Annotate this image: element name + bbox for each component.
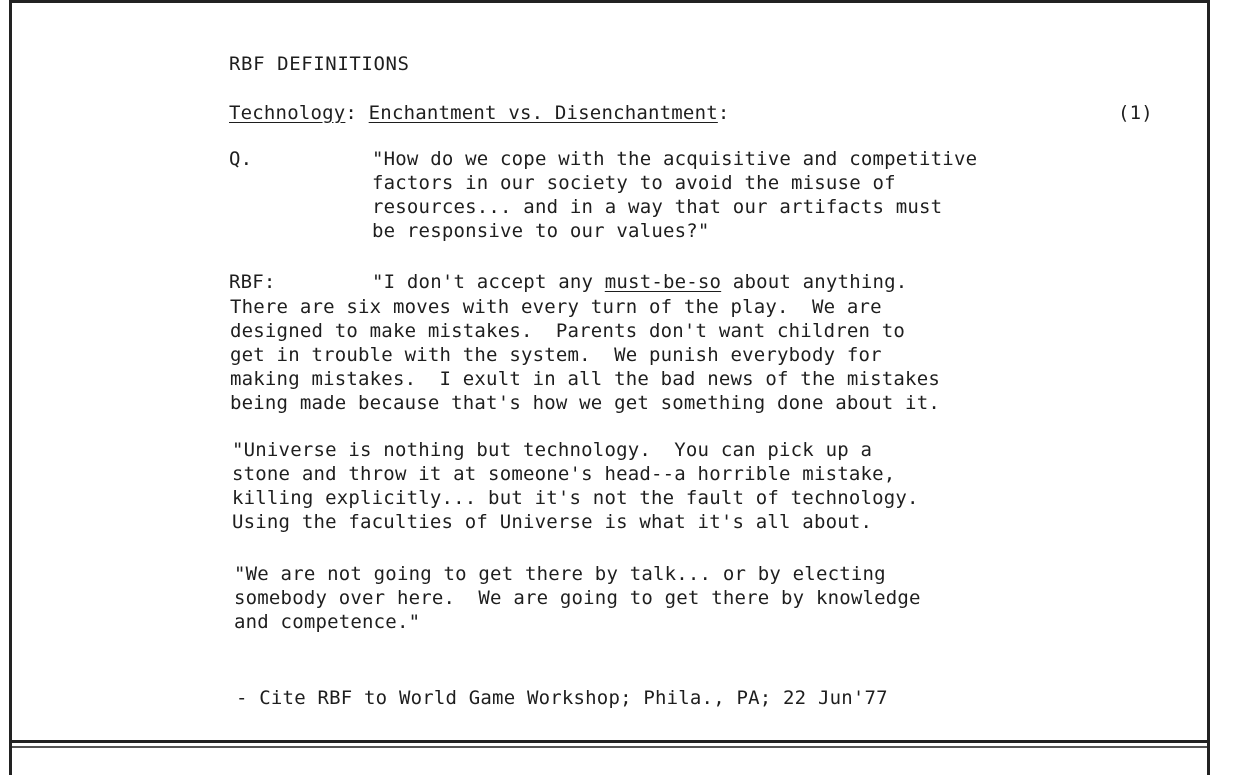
paragraph-line: Using the faculties of Universe is what it's all about. [232,511,873,533]
question-line: factors in our society to avoid the misuse of [372,172,896,194]
card-border-left [9,0,12,742]
card-border-top [9,0,1210,3]
question-label: Q. [229,148,253,170]
answer-label: RBF: [229,271,276,293]
subtopic-title: Enchantment vs. Disenchantment [368,102,718,124]
topic-line [229,101,729,125]
citation: - Cite RBF to World Game Workshop; Phila., PA; 22 Jun'77 [236,687,888,709]
question-line: "How do we cope with the acquisitive and competitive [372,148,978,170]
paragraph-line: killing explicitly... but it's not the fault of technology. [232,487,919,509]
answer-line: making mistakes. I exult in all the bad news of the mistakes [230,368,940,390]
answer-paragraph [230,295,940,415]
page-number: (1) [1118,102,1153,124]
answer-underlined-phrase: must-be-so [604,271,722,293]
question-line: be responsive to our values?" [372,220,710,242]
answer-first-line-post: about anything. [721,271,908,293]
answer-first-line-pre: "I don't accept any [372,271,605,293]
answer-line: designed to make mistakes. Parents don't want children to [230,320,906,342]
question-text [372,147,977,243]
universe-paragraph [232,438,919,534]
answer-line: get in trouble with the system. We punish everybody for [230,344,882,366]
card-border-right [1207,0,1210,742]
answer-first-line [372,270,907,294]
question-line: resources... and in a way that our artifacts must [372,196,943,218]
knowledge-paragraph [234,562,921,634]
topic-separator: : [345,102,369,124]
paragraph-line: "We are not going to get there by talk... or by electing [234,563,886,585]
subtopic-separator: : [717,102,730,124]
card-border-bottom [9,740,1210,743]
paragraph-line: stone and throw it at someone's head--a horrible mistake, [232,463,896,485]
paragraph-line: and competence." [234,611,421,633]
topic-title: Technology [229,102,346,124]
answer-line: There are six moves with every turn of the play. We are [230,296,882,318]
card-header: RBF DEFINITIONS [229,53,410,75]
next-card-edge-top [12,746,1207,748]
paragraph-line: somebody over here. We are going to get there by knowledge [234,587,921,609]
next-card-edge-right [1207,743,1210,775]
paragraph-line: "Universe is nothing but technology. You can pick up a [232,439,873,461]
answer-line: being made because that's how we get something done about it. [230,392,940,414]
